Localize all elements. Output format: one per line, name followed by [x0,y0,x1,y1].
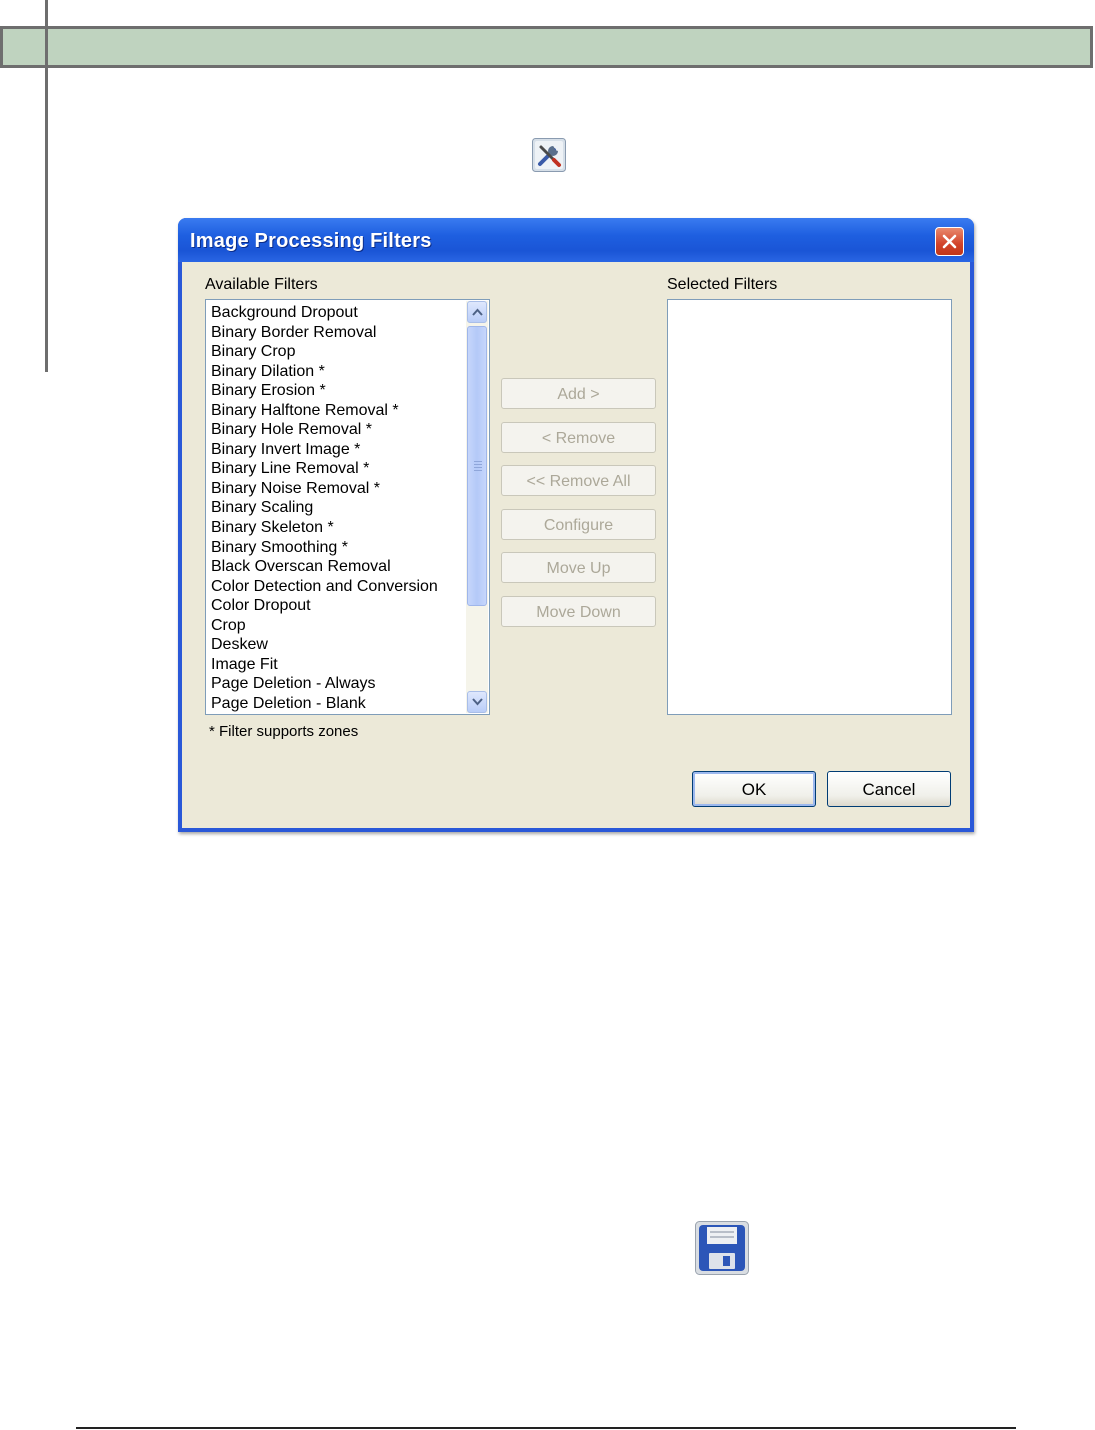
add-button[interactable]: Add > [501,378,656,409]
move-down-button[interactable]: Move Down [501,596,656,627]
configure-button[interactable]: Configure [501,509,656,540]
tools-icon [532,138,566,172]
page-header-bar [0,26,1093,68]
zones-footnote: * Filter supports zones [209,723,359,740]
list-item[interactable]: Binary Line Removal * [211,460,370,478]
ok-button[interactable]: OK [692,771,816,807]
list-scrollbar[interactable] [466,301,488,713]
selected-filters-list[interactable] [667,299,952,715]
list-item[interactable]: Binary Skeleton * [211,519,334,537]
list-item[interactable]: Binary Halftone Removal * [211,401,399,419]
list-item[interactable]: Binary Dilation * [211,362,325,380]
available-filters-list[interactable] [205,299,490,715]
chevron-down-icon [472,698,483,706]
close-button[interactable] [935,227,964,256]
remove-all-button[interactable]: << Remove All [501,465,656,496]
list-item[interactable]: Binary Noise Removal * [211,479,380,497]
list-item[interactable]: Page Deletion - Always [211,675,376,693]
remove-button[interactable]: < Remove [501,422,656,453]
list-item[interactable]: Binary Erosion * [211,382,326,400]
close-icon [942,234,957,249]
dialog-title: Image Processing Filters [190,230,432,252]
list-item[interactable]: Binary Border Removal [211,323,377,341]
cancel-button[interactable]: Cancel [827,771,951,807]
list-item[interactable]: Page Deletion - Blank [211,694,366,712]
scroll-thumb-grip [474,461,482,471]
list-item[interactable]: Deskew [211,636,268,654]
page-footer-rule [76,1427,1016,1429]
list-item[interactable]: Color Detection and Conversion [211,577,438,595]
scroll-down-button[interactable] [467,691,487,713]
chevron-up-icon [472,308,483,316]
list-item[interactable]: Background Dropout [211,304,358,321]
image-processing-filters-dialog [178,218,974,832]
dialog-body [182,262,970,828]
scroll-thumb[interactable] [467,326,487,606]
list-item[interactable]: Binary Hole Removal * [211,421,372,439]
scroll-up-button[interactable] [467,301,487,323]
list-item[interactable]: Binary Invert Image * [211,440,361,458]
available-filters-label: Available Filters [205,276,318,293]
list-item[interactable]: Image Fit [211,655,278,673]
save-icon [695,1221,749,1275]
list-item[interactable]: Binary Crop [211,343,296,361]
list-item[interactable]: Color Dropout [211,597,311,615]
dialog-titlebar[interactable] [178,218,974,262]
list-item[interactable]: Black Overscan Removal [211,558,391,576]
available-filters-items [211,303,438,713]
list-item[interactable]: Crop [211,616,246,634]
move-up-button[interactable]: Move Up [501,552,656,583]
page-margin-rule [45,0,48,372]
list-item[interactable]: Binary Smoothing * [211,538,348,556]
list-item[interactable]: Binary Scaling [211,499,314,517]
selected-filters-label: Selected Filters [667,276,778,293]
